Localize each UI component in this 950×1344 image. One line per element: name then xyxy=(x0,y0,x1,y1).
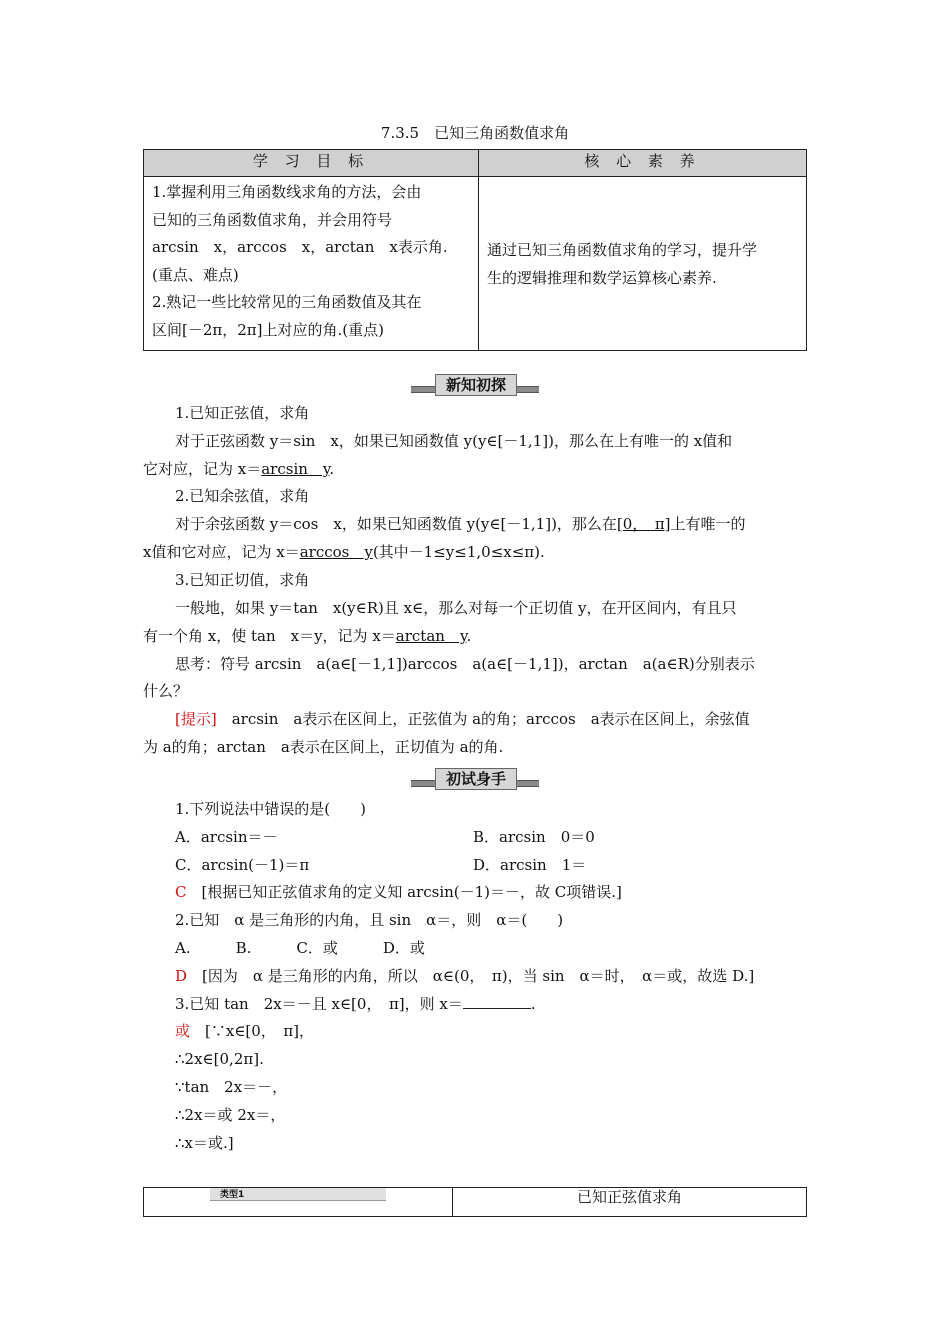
goal-line: (重点、难点) xyxy=(152,265,239,284)
literacy-line: 通过已知三角函数值求角的学习，提升学 xyxy=(487,240,758,259)
paragraph-line xyxy=(143,511,839,538)
answer-underlined: arccos y xyxy=(299,543,373,561)
goal-line: 已知的三角函数值求角，并会用符号 xyxy=(152,210,393,229)
text: . xyxy=(530,995,536,1013)
hint-line: 为 a的角；arctan a表示在区间上，正切值为 a的角. xyxy=(143,738,504,756)
paragraph-line xyxy=(143,539,807,566)
type-title: 已知正弦值求角 xyxy=(453,1188,807,1217)
option-b: B．arcsin 0＝0 xyxy=(473,828,595,846)
answer-letter: D xyxy=(175,967,188,985)
answer-underlined: arcsin y xyxy=(261,460,330,478)
goal-line: 1.掌握利用三角函数线求角的方法，会由 xyxy=(152,183,422,201)
solution-line: ∵tan 2x＝－， xyxy=(175,1078,288,1096)
goals-header-right: 核 心 素 养 xyxy=(479,150,807,177)
text: . xyxy=(466,627,472,645)
text: x值和它对应，记为 x＝ xyxy=(143,543,300,561)
question-3 xyxy=(143,991,839,1018)
banner-label: 初试身手 xyxy=(435,768,517,790)
option-c: C．arcsin(－1)＝π xyxy=(175,856,310,874)
literacy-line: 生的逻辑推理和数学运算核心素养. xyxy=(487,268,717,287)
option-a: A．arcsin＝－ xyxy=(175,828,278,846)
type-label-cell xyxy=(144,1188,453,1217)
solution-line: ∴2x＝或 2x＝， xyxy=(175,1106,286,1124)
paragraph-line: 一般地，如果 y＝tan x(y∈R)且 x∈，那么对每一个正切值 y，在开区间内，有且只 xyxy=(175,599,737,617)
learning-goals-cell xyxy=(144,177,479,351)
text: 它对应，记为 x＝ xyxy=(143,460,262,478)
text: [根据已知正弦值求角的定义知 arcsin(－1)＝－，故 C项错误.] xyxy=(186,883,622,901)
answer-2 xyxy=(143,963,839,990)
question-2: 2.已知 α 是三角形的内角，且 sin α＝，则 α＝( ) xyxy=(175,911,564,929)
hint-line xyxy=(143,706,839,733)
answer-3 xyxy=(143,1018,839,1045)
options-row xyxy=(143,852,839,879)
first-try-banner xyxy=(411,768,539,788)
section-heading: 1.已知正弦值，求角 xyxy=(175,404,310,422)
question-1: 1.下列说法中错误的是( ) xyxy=(175,800,367,818)
solution-line: ∴x＝或.] xyxy=(175,1134,234,1152)
section-heading: 3.已知正切值，求角 xyxy=(175,571,310,589)
text: arcsin a表示在区间上，正弦值为 a的角；arccos a表示在区间上，余弦值 xyxy=(216,710,750,728)
text: 对于余弦函数 y＝cos x，如果已知函数值 y(y∈[－1,1])，那么在 xyxy=(175,515,617,533)
goal-line: arcsin x，arccos x，arctan x表示角. xyxy=(152,238,448,256)
answer-blank xyxy=(463,994,531,1009)
solution-line: ∴2x∈[0,2π]. xyxy=(175,1050,264,1068)
text: 有一个角 x，使 tan x＝y，记为 x＝ xyxy=(143,627,396,645)
answer-underlined: [0， π] xyxy=(616,515,671,533)
text: [因为 α 是三角形的内角，所以 α∈(0， π)，当 sin α＝时， α＝或，故选 D.] xyxy=(187,967,755,985)
answer-letter: C xyxy=(175,883,187,901)
answer-underlined: arctan y xyxy=(395,627,467,645)
new-knowledge-banner xyxy=(411,374,539,394)
section-heading: 2.已知余弦值，求角 xyxy=(175,487,310,505)
options-row xyxy=(143,824,839,851)
goal-line: 2.熟记一些比较常见的三角函数值及其在 xyxy=(152,293,422,311)
goal-line: 区间[－2π，2π]上对应的角.(重点) xyxy=(152,320,384,339)
text: [∵x∈[0， π]， xyxy=(190,1022,315,1040)
option-d: D．arcsin 1＝ xyxy=(473,856,587,874)
goals-table xyxy=(143,149,807,351)
banner-label: 新知初探 xyxy=(435,374,517,396)
goals-header-left: 学 习 目 标 xyxy=(144,150,479,177)
text: . xyxy=(329,460,335,478)
section-title: 7.3.5 已知三角函数值求角 xyxy=(380,124,570,142)
paragraph-line xyxy=(143,623,807,650)
answer-letter: 或 xyxy=(175,1022,191,1040)
text: (其中－1≤y≤1,0≤x≤π). xyxy=(372,543,545,561)
type-table xyxy=(143,1187,807,1217)
options-row: A. B. C．或 D．或 xyxy=(175,939,425,957)
paragraph-line: 对于正弦函数 y＝sin x，如果已知函数值 y(y∈[－1,1])，那么在上有唯一的 x值和 xyxy=(175,432,733,450)
text: 3.已知 tan 2x＝－且 x∈[0， π]，则 x＝ xyxy=(175,995,463,1013)
core-literacy-cell xyxy=(479,177,807,351)
paragraph-line xyxy=(143,456,807,483)
hint-label: [提示] xyxy=(175,710,217,728)
think-question: 什么？ xyxy=(143,682,189,700)
think-question: 思考：符号 arcsin a(a∈[－1,1])arccos a(a∈[－1,1])，arctan a(a∈R)分别表示 xyxy=(175,655,755,673)
text: 上有唯一的 xyxy=(670,515,746,533)
type-label: 类型1 xyxy=(220,1190,245,1200)
answer-1 xyxy=(143,879,839,906)
